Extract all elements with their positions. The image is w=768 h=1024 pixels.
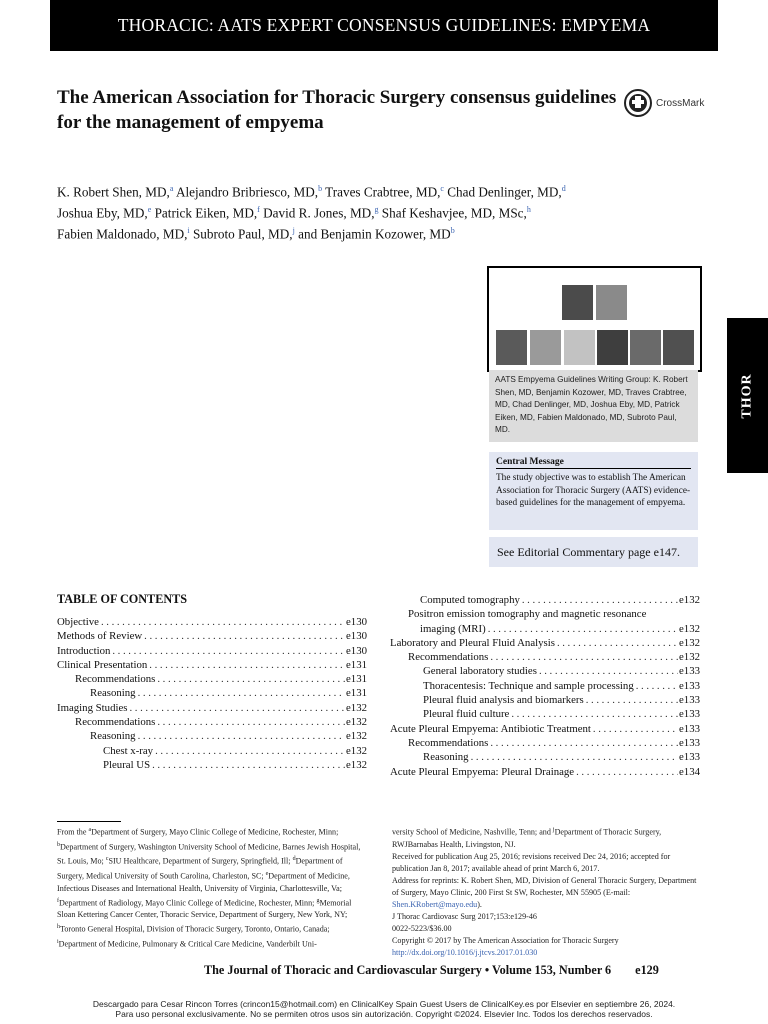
- author-portrait: [564, 330, 595, 365]
- toc-entry-label: Thoracentesis: Technique and sample processing: [423, 679, 634, 692]
- affiliation-text: Memorial Sloan Kettering Cancer Center, Thoracic Service, Department of Surgery, New York, NY;: [57, 898, 352, 920]
- author-name: Chad Denlinger, MD,: [447, 184, 562, 200]
- toc-entry-page: e133: [679, 736, 700, 749]
- toc-entry-page: e130: [346, 644, 367, 657]
- section-banner: THORACIC: AATS EXPERT CONSENSUS GUIDELINES: EMPYEMA: [50, 0, 718, 51]
- toc-entry-label[interactable]: Positron emission tomography and magnetic resonance: [408, 608, 647, 621]
- author-portrait: [562, 285, 593, 320]
- toc-entry-label: Introduction: [57, 644, 111, 657]
- affiliation-text: versity School of Medicine, Nashville, Tenn; and: [392, 827, 553, 837]
- author-name: Subroto Paul, MD,: [192, 226, 293, 242]
- toc-entry-label: Recommendations: [75, 716, 156, 729]
- citation: J Thorac Cardiovasc Surg 2017;153:e129-46: [392, 911, 537, 921]
- toc-entry-label: General laboratory studies: [423, 665, 537, 678]
- author-affiliation-mark[interactable]: b: [450, 225, 455, 235]
- toc-entry[interactable]: [57, 644, 367, 658]
- toc-leader: [157, 715, 345, 729]
- writing-group-photo: [487, 266, 702, 372]
- toc-entry[interactable]: [390, 722, 700, 736]
- affiliation-text: Department of Surgery, Washington University School of Medicine, Barnes Jewish Hospital, St. Louis, Mo;: [57, 842, 361, 867]
- toc-entry-page: e133: [679, 679, 700, 692]
- toc-entry-label: Recommendations: [408, 651, 489, 664]
- toc-entry[interactable]: [390, 664, 700, 678]
- toc-entry[interactable]: [57, 629, 367, 643]
- toc-entry-page: e133: [679, 665, 700, 678]
- toc-leader: [490, 736, 678, 750]
- toc-entry-label: Chest x-ray: [103, 744, 154, 757]
- central-message-box: [489, 452, 698, 530]
- affiliations-continued: [392, 824, 702, 851]
- author-portrait: [496, 330, 527, 365]
- affiliation-mark: d: [292, 856, 296, 863]
- received-dates: Received for publication Aug 25, 2016; revisions received Dec 24, 2016; accepted for publication Jan 8, 2017; available ahead of print March 6, 2017.: [392, 851, 671, 873]
- author-portrait: [596, 285, 627, 320]
- side-tab-label: THOR: [739, 372, 755, 419]
- crossmark-label: CrossMark: [656, 97, 705, 109]
- toc-entry-label: Imaging Studies: [57, 701, 128, 714]
- toc-entry[interactable]: [390, 736, 700, 750]
- toc-entry[interactable]: [57, 615, 367, 629]
- author-portrait: [630, 330, 661, 365]
- journal-footer-text: The Journal of Thoracic and Cardiovascular Surgery • Volume 153, Number 6: [204, 963, 612, 977]
- affiliation-mark: i: [57, 939, 59, 946]
- toc-entry-label: Reasoning: [90, 730, 136, 743]
- toc-leader: [149, 658, 345, 672]
- editorial-commentary-link[interactable]: See Editorial Commentary page e147.: [489, 537, 698, 567]
- article-title: The American Association for Thoracic Surgery consensus guidelines for the management of empyema: [57, 87, 617, 133]
- affiliation-mark: b: [57, 841, 60, 848]
- author-name: Fabien Maldonado, MD,: [57, 226, 188, 242]
- toc-entry-page: e132: [679, 636, 700, 649]
- author-name: and Benjamin Kozower, MD: [298, 226, 451, 242]
- affiliation-text: Department of Medicine, Pulmonary & Critical Care Medicine, Vanderbilt Uni-: [58, 939, 317, 949]
- toc-leader: [112, 644, 345, 658]
- reprint-address: [392, 875, 702, 911]
- toc-entry-label: Pleural US: [103, 758, 151, 771]
- affiliation-text: Department of Surgery, Medical University of South Carolina, Charleston, SC;: [57, 857, 343, 881]
- email-link[interactable]: Shen.KRobert@mayo.edu: [392, 899, 478, 909]
- download-notice: [0, 999, 768, 1019]
- central-message-body: The study objective was to establish The American Association for Thoracic Surgery (AATS) evidence-based guidelines for the management of empyema.: [496, 473, 691, 508]
- toc-leader: [511, 707, 678, 721]
- toc-entry-page: e131: [346, 687, 367, 700]
- crossmark-icon: [624, 89, 652, 117]
- toc-entry-page: e132: [679, 622, 700, 635]
- toc-leader: [138, 686, 345, 700]
- author-affiliation-mark[interactable]: a: [169, 184, 174, 193]
- author-name: Shaf Keshavjee, MD, MSc,: [381, 205, 527, 221]
- author-name: Alejandro Bribriesco, MD,: [175, 184, 319, 200]
- affiliation-text: Department of Surgery, Mayo Clinic College of Medicine, Rochester, Minn;: [91, 827, 339, 837]
- affiliation-mark: f: [57, 897, 59, 904]
- toc-entry-page: e134: [679, 765, 700, 778]
- affiliation-mark: c: [105, 856, 109, 863]
- author-name: Traves Crabtree, MD,: [325, 184, 441, 200]
- affiliation-mark: g: [316, 897, 320, 904]
- toc-entry-page: e132: [346, 758, 367, 771]
- toc-leader: [155, 744, 345, 758]
- affiliation-mark: j: [552, 827, 555, 833]
- toc-entry-page: e131: [346, 673, 367, 686]
- toc-entry-label: Pleural fluid culture: [423, 708, 510, 721]
- author-affiliation-mark[interactable]: g: [374, 204, 379, 214]
- crossmark-badge[interactable]: [624, 89, 704, 117]
- journal-footer: [204, 963, 659, 978]
- author-affiliation-mark[interactable]: e: [147, 204, 152, 214]
- toc-leader: [522, 593, 678, 607]
- toc-leader: [557, 636, 678, 650]
- author-name: David R. Jones, MD,: [263, 205, 375, 221]
- author-affiliation-mark[interactable]: d: [561, 184, 566, 193]
- toc-entry[interactable]: [390, 707, 700, 721]
- toc-heading: TABLE OF CONTENTS: [57, 592, 188, 606]
- toc-leader: [138, 729, 345, 743]
- toc-entry-page: e132: [679, 651, 700, 664]
- toc-entry-page: e132: [346, 701, 367, 714]
- toc-leader: [152, 758, 345, 772]
- download-notice-line: Para uso personal exclusivamente. No se permiten otros usos sin autorización. Copyright ©2024. Elsevier Inc. Todos los derechos reservados.: [115, 1009, 653, 1019]
- toc-entry-page: e130: [346, 616, 367, 628]
- toc-entry[interactable]: [57, 715, 367, 729]
- toc-entry[interactable]: [57, 701, 367, 715]
- toc-entry[interactable]: [390, 593, 700, 607]
- toc-entry-page: e132: [346, 730, 367, 743]
- author-affiliation-mark[interactable]: b: [318, 184, 323, 193]
- toc-leader: [576, 765, 678, 779]
- download-notice-line: Descargado para Cesar Rincon Torres (crincon15@hotmail.com) en ClinicalKey Spain Guest Users de ClinicalKey.es por Elsevier en septiembre 26, 2024.: [92, 999, 676, 1009]
- toc-entry-label: Objective: [57, 616, 99, 628]
- toc-entry[interactable]: [57, 744, 367, 758]
- issn: 0022-5223/$36.00: [392, 923, 452, 933]
- affiliation-text: SIU Healthcare, Department of Surgery, Springfield, Ill;: [108, 857, 293, 867]
- toc-entry-label: Recommendations: [408, 736, 489, 749]
- author-name: Joshua Eby, MD,: [57, 205, 148, 221]
- toc-leader: [636, 679, 678, 693]
- toc-leader: [101, 615, 345, 629]
- toc-entry-label: Reasoning: [423, 751, 469, 764]
- toc-entry[interactable]: [57, 729, 367, 743]
- toc-entry-page: e133: [679, 722, 700, 735]
- author-portrait: [597, 330, 628, 365]
- toc-entry-page: e133: [679, 751, 700, 764]
- affiliation-text: Toronto General Hospital, Division of Thoracic Surgery, Toronto, Ontario, Canada;: [60, 925, 330, 935]
- affiliation-text: Department of Medicine, Infectious Diseases and International Health, University of Virginia, Charlottesville, Va;: [57, 871, 350, 893]
- toc-entry-page: e132: [346, 744, 367, 757]
- toc-entry-page: e133: [679, 708, 700, 721]
- author-list: [57, 180, 697, 243]
- toc-leader: [593, 722, 678, 736]
- affiliation-text: From the: [57, 827, 89, 837]
- toc-entry[interactable]: [390, 679, 700, 693]
- address-end: ).: [477, 899, 482, 909]
- toc-entry[interactable]: [57, 758, 367, 772]
- toc-entry-label: Recommendations: [75, 673, 156, 686]
- toc-entry-label: Reasoning: [90, 687, 136, 700]
- toc-entry-label: Computed tomography: [420, 594, 520, 606]
- address-text: Address for reprints: K. Robert Shen, MD, Division of General Thoracic Surgery, Department of Surgery, Mayo Clinic, 200 First St SW, Rochester, MN 55905 (E-mail:: [392, 875, 697, 897]
- toc-leader: [586, 693, 678, 707]
- affiliation-mark: e: [265, 871, 269, 878]
- toc-entry[interactable]: [57, 658, 367, 672]
- toc-right-column: [390, 593, 700, 779]
- author-name: Patrick Eiken, MD,: [154, 205, 258, 221]
- toc-leader: [539, 664, 678, 678]
- toc-leader: [144, 629, 345, 643]
- toc-leader: [129, 701, 345, 715]
- toc-entry[interactable]: [57, 672, 367, 686]
- toc-entry-label: Acute Pleural Empyema: Pleural Drainage: [390, 765, 575, 778]
- section-side-tab: [727, 318, 768, 473]
- page-number: e129: [635, 963, 659, 977]
- author-affiliation-mark[interactable]: j: [292, 225, 295, 235]
- toc-entry-page: e131: [346, 658, 367, 671]
- toc-entry-label: Acute Pleural Empyema: Antibiotic Treatment: [390, 722, 591, 735]
- affiliation-text: Department of Radiology, Mayo Clinic College of Medicine, Rochester, Minn;: [59, 898, 317, 908]
- toc-entry-page: e132: [679, 594, 700, 606]
- doi-link[interactable]: http://dx.doi.org/10.1016/j.jtcvs.2017.01.030: [392, 947, 538, 957]
- affiliations-footnote: [57, 824, 365, 951]
- author-affiliation-mark[interactable]: i: [187, 225, 190, 235]
- toc-entry-label: Laboratory and Pleural Fluid Analysis: [390, 636, 555, 649]
- toc-entry-label: Clinical Presentation: [57, 658, 148, 671]
- toc-leader: [471, 750, 678, 764]
- toc-entry[interactable]: [390, 765, 700, 779]
- photo-caption: AATS Empyema Guidelines Writing Group: K. Robert Shen, MD, Benjamin Kozower, MD, Traves Crabtree, MD, Chad Denlinger, MD, Joshua Eby, MD, Patrick Eiken, MD, Fabien Maldonado, MD, Subroto Paul, MD.: [489, 370, 698, 442]
- footnote-divider: [57, 821, 121, 822]
- toc-leader: [490, 650, 678, 664]
- author-affiliation-mark[interactable]: c: [440, 184, 444, 193]
- toc-entry-page: e132: [346, 716, 367, 729]
- central-message-title: Central Message: [496, 457, 691, 469]
- toc-entry-label: Methods of Review: [57, 630, 143, 643]
- toc-entry-label: imaging (MRI): [420, 622, 486, 635]
- toc-entry-page: e130: [346, 630, 367, 643]
- toc-entry[interactable]: [390, 750, 700, 764]
- toc-entry[interactable]: [390, 650, 700, 664]
- affiliation-text: Department of Thoracic Surgery, RWJBarnabas Health, Livingston, NJ.: [392, 827, 662, 849]
- copyright: Copyright © 2017 by The American Association for Thoracic Surgery: [392, 935, 619, 945]
- author-affiliation-mark[interactable]: f: [257, 204, 260, 214]
- toc-leader: [488, 622, 678, 636]
- toc-leader: [157, 672, 345, 686]
- author-portrait: [530, 330, 561, 365]
- author-affiliation-mark[interactable]: h: [526, 204, 531, 214]
- publication-footnote: [392, 824, 702, 959]
- affiliation-mark: h: [57, 924, 60, 931]
- toc-entry[interactable]: [390, 622, 700, 636]
- toc-entry[interactable]: [390, 693, 700, 707]
- toc-entry[interactable]: [390, 636, 700, 650]
- toc-entry-label: Pleural fluid analysis and biomarkers: [423, 694, 584, 707]
- toc-entry[interactable]: [57, 686, 367, 700]
- toc-left-column: [57, 615, 367, 772]
- affiliation-mark: a: [88, 827, 92, 833]
- author-portrait: [663, 330, 694, 365]
- author-name: K. Robert Shen, MD,: [57, 184, 170, 200]
- toc-entry-page: e133: [679, 694, 700, 707]
